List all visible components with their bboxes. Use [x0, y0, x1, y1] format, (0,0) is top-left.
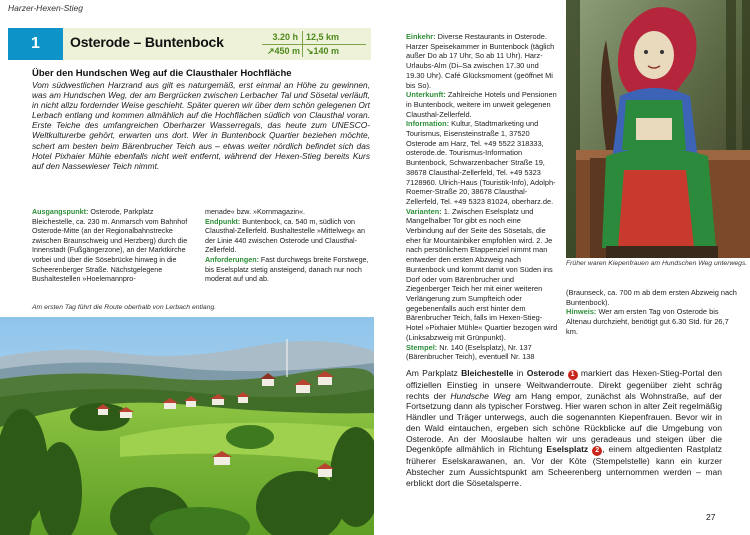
section-heading: Über den Hundschen Weg auf die Clausthaler Hochfläche [32, 68, 292, 79]
body-run: , einem altgedienten Rastplatz früherer Eselskarawanen, an. Vor der Köte (Stempelstelle) kann ein kurzer Abstecher zum Aussichtspunkt am Scheerenberg unternommen werden – man erblickt dort die Sösetalsperre. [406, 444, 722, 488]
hinweis-text: Wer am ersten Tag von Osterode bis Altenau durchzieht, benötigt gut 6.30 Std. für 26,7 km. [566, 307, 729, 336]
ausgangspunkt-cont: menade« bzw. »Kornmagazin«. [205, 208, 306, 216]
main-body-text [406, 368, 722, 488]
einkehr-text: Diverse Restaurants in Osterode. Harzer Speisekammer in Buntenbock (täglich außer Do ab 17 Uhr, So ab 11 Uhr). Harz-Urlaubs-Alm (Di–Sa zwischen 17.30 und 19.30 Uhr). Café Glücksmoment (geöffnet Mi bis So). [406, 32, 555, 90]
waypoint-marker-1: 1 [568, 370, 578, 380]
info-column-right [406, 32, 558, 362]
info-column-middle [205, 208, 371, 285]
unterkunft-label: Unterkunft: [406, 90, 446, 100]
tour-ascent: ↗450 m [266, 46, 300, 56]
stempel-label: Stempel: [406, 342, 438, 352]
ausgangspunkt-text: Osterode, Parkplatz Bleichestelle, ca. 230 m. Anmarsch vom Bahnhof Osterode-Mitte (an der Regionalbahnstrecke zwischen Braunschweig und Herzberg) durch die Innenstadt (Fußgängerzone), an der Marktkirche vorbei und über die Sösebrücke hinweg in die Scheerenberger Straße. Nächstgelegene Bushaltestellen »Hoelemannpro- [32, 208, 188, 284]
body-run: am Hang empor, zunächst als Wohnstraße, auf der Fortsetzung dann als typischer Forstweg. Hier waren schon in alter Zeit regelmäßig Händler und Träger unterwegs, auch die sogenannten Kiepenfrauen. Bevor wir in den Wald eintauchen, ergeben sich schöne Rückblicke auf die Umgebung von Osterode. An der Mooslaube halten wir uns geradeaus und steigen über die Degenköpfe allmählich in Richtung [406, 390, 722, 455]
endpunkt-label: Endpunkt: [205, 217, 241, 226]
information-text: Kultur, Stadtmarketing und Tourismus, Eisensteinstraße 1, 37520 Osterode am Harz, Tel. +49 5522 318333, osterode.de. Tourismus-Information Buntenbock, Schwarzenbacher Straße 19, 38678 Clausthal-Zellerfeld, Tel. +49 5323 7128960. Ulrich-Haus (Touristik-Info), Adolph-Roemer-Straße 20, 38678 Clausthal-Zellerfeld, Tel. +49 5323 81024, oberharz.de. [406, 119, 556, 206]
hinweis-label: Hinweis: [566, 307, 597, 317]
page-number: 27 [706, 512, 716, 522]
einkehr-label: Einkehr: [406, 32, 436, 41]
varianten-label: Varianten: [406, 206, 442, 216]
stempel-cont: (Braunseck, ca. 700 m ab dem ersten Abzweig nach Buntenbock). [566, 288, 737, 307]
tour-title: Osterode – Buntenbock [70, 34, 224, 50]
kiepenfrau-statue-photo [566, 0, 750, 258]
running-head: Harzer-Hexen-Stieg [8, 3, 83, 13]
varianten-text: 1. Zwischen Eselsplatz und Mangelhalber Tor gibt es noch eine Verbindung auf der Seite des Sösetals, die eher für Mountainbiker empfohlen wird. 2. Je nach persönlichem Etappenziel nimmt man entweder den ersten Abzweig nach Buntenbock und kommt damit von Süden ins Dorf oder vom Bärenbrucher und Ziegenberger Teich her mit einer weiteren Verlängerung zum Sumpfteich oder gegebenenfalls auch erst hinter dem Bärenbrucher Teich, falls im Hexen-Stieg-Hotel »Pixhaier Mühle« Quartier bezogen wird (Linksabzweig mit Grünpunkt). [406, 206, 558, 342]
place-osterode: Osterode [526, 368, 565, 378]
landscape-photo [0, 317, 374, 535]
photo-caption-statue: Früher waren Kiepenfrauen am Hundschen Weg unterwegs. [566, 260, 748, 267]
place-eselsplatz: Eselsplatz [546, 444, 589, 455]
endpunkt-text: Buntenbock, ca. 540 m, südlich von Clausthal-Zellerfeld. Bushaltestelle »Mittelweg« an der Linie 440 zwischen Osterode und Clausthal-Zellerfeld. [205, 217, 365, 255]
place-bleichestelle: Bleichestelle [461, 368, 514, 378]
body-run: Am Parkplatz [406, 368, 462, 378]
ausgangspunkt-label: Ausgangspunkt: [32, 208, 89, 216]
tour-number: 1 [8, 28, 63, 60]
info-column-right-cont [566, 288, 742, 337]
anforderungen-text: Fast durchwegs breite Forstwege, bis Eselsplatz stetig ansteigend, danach nur noch moderat auf und ab. [205, 255, 369, 284]
unterkunft-text: Zahlreiche Hotels und Pensionen in Buntenbock, weitere im unweit gelegenen Clausthal-Zellerfeld. [406, 90, 557, 119]
tour-duration: 3.20 h [272, 32, 298, 42]
waypoint-marker-2: 2 [592, 446, 602, 456]
stempel-text: Nr. 140 (Eselsplatz), Nr. 137 (Bärenbrucher Teich), eventuell Nr. 138 [406, 342, 535, 362]
place-hundscher-weg: Hundsche Weg [450, 390, 511, 401]
body-run: markiert das Hexen-Stieg-Portal den offiziellen Einstieg in unsere Weitwanderroute. Direkt gegenüber zieht schräg rechts der [406, 368, 722, 401]
photo-caption-landscape: Am ersten Tag führt die Route oberhalb von Lerbach entlang. [32, 304, 217, 311]
intro-text: Vom südwestlichen Harzrand aus gilt es naturgemäß, erst einmal an Höhe zu gewinnen, was am Hundschen Weg, der am Bergrücken zwischen Lerbacher Tal und Sösetal verläuft, in nicht allzu fordernder Weise geschieht. Später queren wir über dem schön gelegenen Ort Lerbach entlang und kommen allmählich auf die Hochflächen südlich von Clausthal voran. Erste Teiche des umfangreichen Oberharzer Wasserregals, das heute zum UNESCO-Weltkulturerbe gehört, erwarten uns dort. Wer in Buntenbock Quartier beziehen möchte, schert am besten beim Bärenbrucher Teich aus – etwas weiter nördlich befindet sich das Hotel Pixhaier Mühle ebenfalls nicht weit entfernt, während der Hexen-Stieg bereits Kurs auf den Nassewieser Teich nimmt. [32, 80, 370, 171]
stat-rule [262, 44, 366, 45]
anforderungen-label: Anforderungen: [205, 255, 259, 264]
tour-descent: ↘140 m [306, 46, 340, 56]
tour-distance: 12,5 km [306, 32, 340, 42]
information-label: Information: [406, 119, 450, 129]
body-run: in [513, 368, 527, 378]
info-column-left [32, 208, 195, 285]
